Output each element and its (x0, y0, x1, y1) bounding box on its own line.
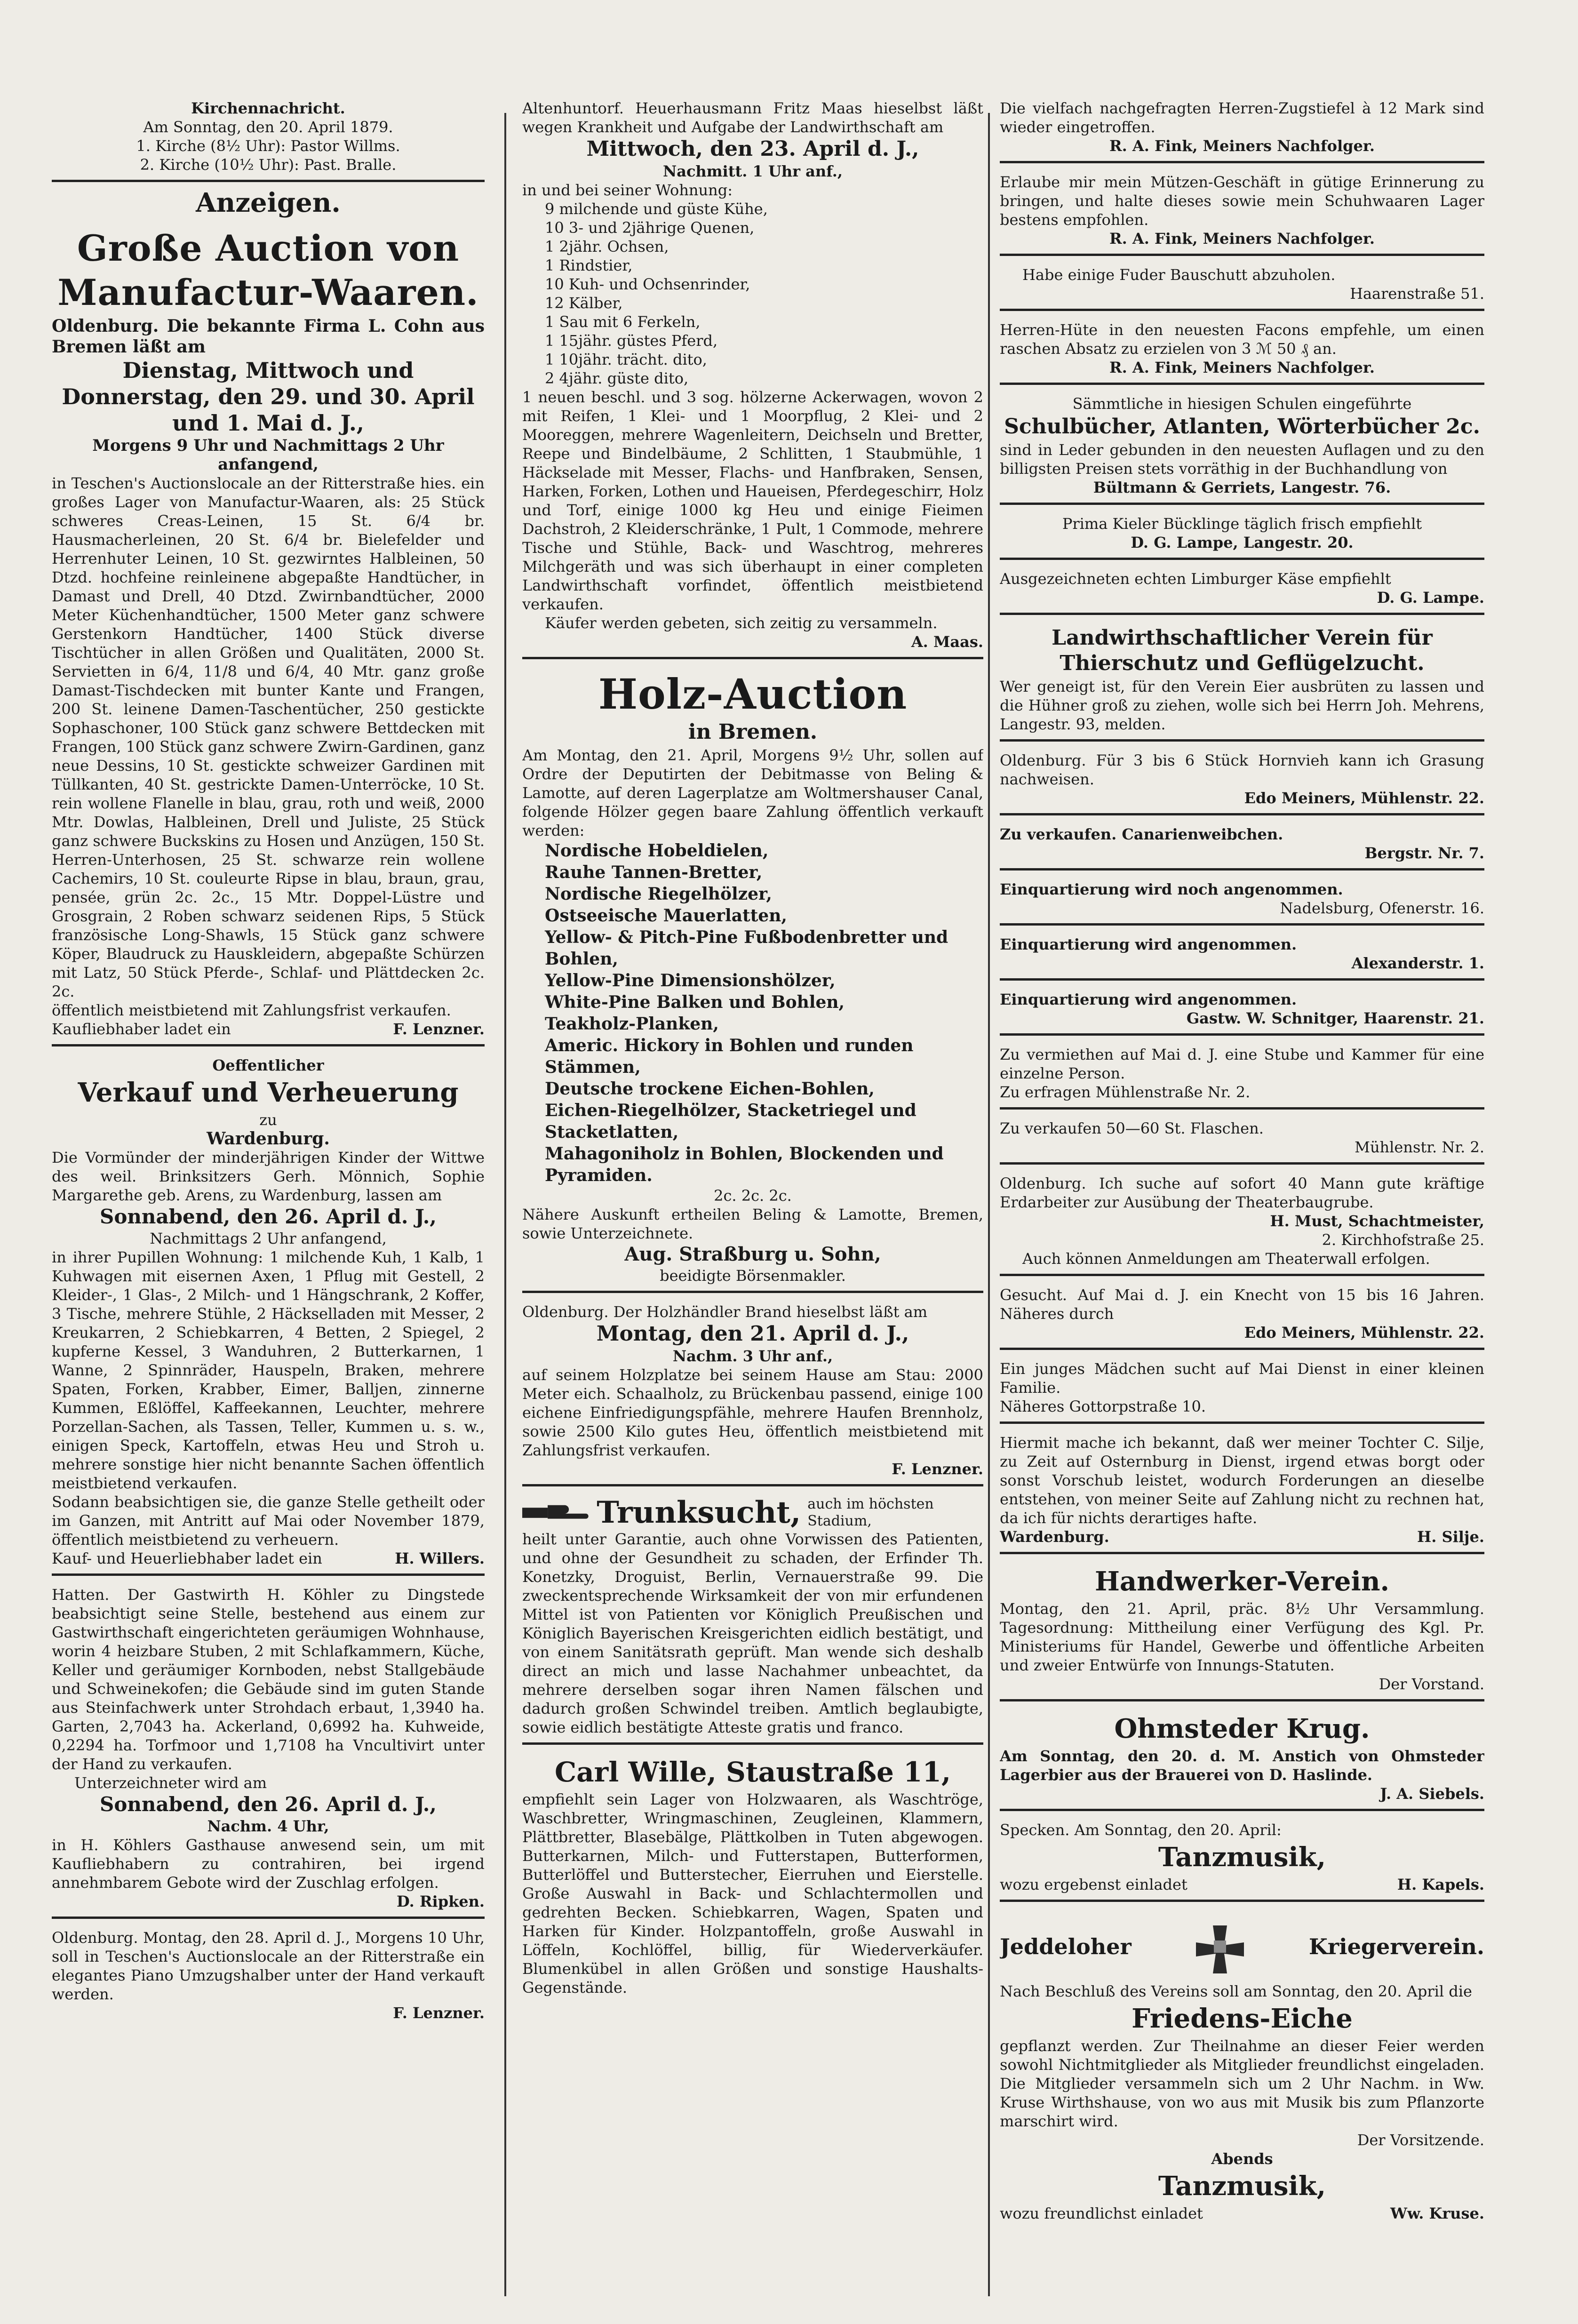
ad-date: Sonnabend, den 26. April d. J., (100, 1205, 437, 1228)
ad-title: Handwerker-Verein. (1094, 1566, 1390, 1597)
ad-maas-auction (522, 94, 983, 659)
ad-address: 2. Kirchhofstraße 25. (1322, 1231, 1484, 1249)
ad-holz-auction (522, 664, 983, 1293)
ad-title: Große Auction von (77, 227, 460, 269)
ad-buecklinge (1000, 510, 1484, 560)
ad-signature: F. Lenzner. (393, 2004, 485, 2022)
church-title: Kirchennachricht. (191, 99, 345, 117)
ad-body: Am Montag, den 21. April, Morgens 9½ Uhr, sollen auf Ordre der Deputirten der Debitmasse von Beling & Lamotte, auf deren Lagerplatze am Woltmershauser Canal, folgende Hölzer gegen baare Zahlung öffentlich verkauft werden: (522, 746, 983, 839)
ad-signature: Edo Meiners, Mühlenstr. 22. (1244, 1324, 1484, 1342)
ad-body: Am Sonntag, den 20. d. M. Anstich von Ohmsteder Lagerbier aus der Brauerei von D. Haslinde. (1000, 1747, 1484, 1784)
ad-title: Manufactur-Waaren. (57, 272, 479, 313)
ad-pre: Sämmtliche in hiesigen Schulen eingeführte (1072, 395, 1412, 413)
ad-body: Prima Kieler Bücklinge täglich frisch empfiehlt (1062, 515, 1422, 533)
ad-hornvieh (1000, 746, 1484, 815)
ad-pre: Unterzeichneter wird am (74, 1774, 267, 1792)
list-item: 9 milchende und güste Kühe, (545, 200, 768, 218)
list-item: Nordische Riegelhölzer, (545, 884, 772, 904)
ad-address: Alexanderstr. 1. (1351, 954, 1484, 972)
ad-title: Friedens-Eiche (1132, 2003, 1353, 2034)
ad-etc: 2c. 2c. 2c. (714, 1187, 792, 1205)
ad-body: gepflanzt werden. Zur Theilnahme an dieser Feier werden sowohl Nichtmitglieder als Mitglieder freundlichst eingeladen. Die Mitglieder versammeln sich um 2 Uhr Nachm. in Ww. Kruse Wirthshause, von wo aus mit Musik bis zum Pflanzorte marschirt wird. (1000, 2037, 1484, 2130)
ad-body: Montag, den 21. April, präc. 8½ Uhr Versammlung. Tagesordnung: Mittheilung einer Verfügung des Kgl. Pr. Ministeriums für Handel, Gewerbe und öffentliche Arbeiten und zweier Entwürfe von Innungs-Statuten. (1000, 1600, 1484, 1674)
ad-body: Oldenburg. Ich suche auf sofort 40 Mann gute kräftige Erdarbeiter zur Ausübung der Theaterbaugrube. (1000, 1174, 1484, 1211)
ad-einquartierung-1 (1000, 875, 1484, 926)
ad-body: empfiehlt sein Lager von Holzwaaren, als Waschtröge, Waschbretter, Wringmaschinen, Zeugleinen, Klammern, Plättbretter, Blasebälge, Plättkolben in Tuten abgewogen. Butterkarnen, Milch- und Futterstapen, Butterformen, Butterlöffel und Butterstecher, Eierruhen und Eierstelle. Große Auswahl in Back- und Schlachtermollen und gedrehten Becken. Schiebkarren, Wagen, Spaten und Harken für Kinder. Holzpantoffeln, große Auswahl in Löffeln, Kochlöffel, billig, für Wiederverkäufer. Blumenkübel in allen Größen und sonstige Haushalts-Gegenstände. (522, 1790, 983, 1997)
ad-pre: Nach Beschluß des Vereins soll am Sonntag, den 20. April die (1000, 1982, 1472, 2000)
ad-time: Nachmitt. 1 Uhr anf., (662, 162, 843, 180)
ad-flaschen (1000, 1114, 1484, 1165)
ad-piano (52, 1924, 485, 2028)
livestock-list (522, 200, 983, 388)
ad-body: auf seinem Holzplatze bei seinem Hause am Stau: 2000 Meter eich. Schaalholz, zu Brückenbau passend, einige 100 eichene Einfriedigungspfähle, mehrere Haufen Brennholz, sowie 2500 Kilo gutes Heu, öffentlich meistbietend mit Zahlungsfrist verkaufen. (522, 1366, 983, 1459)
ad-tanzmusik-specken (1000, 1816, 1484, 1902)
list-item: Ostseeische Mauerlatten, (545, 906, 787, 926)
ad-title-right: Kriegerverein. (1308, 1934, 1484, 1959)
ad-stube (1000, 1040, 1484, 1110)
ad-address: Zu erfragen Mühlenstraße Nr. 2. (1000, 1083, 1251, 1101)
column-rule (504, 113, 506, 2296)
ad-herren-huete (1000, 316, 1484, 385)
ad-bauschutt (1000, 261, 1484, 311)
ad-date: Sonnabend, den 26. April d. J., (100, 1793, 437, 1816)
church-service-1: 1. Kirche (8½ Uhr): Pastor Willms. (136, 137, 400, 155)
ad-body: Gesucht. Auf Mai d. J. ein Knecht von 15 bis 16 Jahren. Näheres durch (1000, 1286, 1484, 1323)
pointing-hand-icon (522, 1499, 590, 1527)
ad-body: Zu verkaufen 50—60 St. Flaschen. (1000, 1119, 1264, 1137)
ad-title: Tanzmusik, (1158, 2171, 1326, 2202)
ad-body: Einquartierung wird noch angenommen. (1000, 880, 1343, 898)
ad-signature: R. A. Fink, Meiners Nachfolger. (1109, 359, 1375, 376)
ad-sign-pre: Kauf- und Heuerliebhaber ladet ein (52, 1549, 322, 1567)
ad-title: Holz-Auction (598, 670, 908, 719)
list-item: 12 Kälber, (545, 294, 623, 312)
ad-lead: auch im höchsten Stadium, (807, 1496, 934, 1529)
ad-place: Wardenburg. (1000, 1528, 1109, 1546)
ad-signature-sub: beeidigte Börsenmakler. (660, 1267, 846, 1285)
ad-title: Tanzmusik, (1158, 1842, 1326, 1873)
ad-einquartierung-2 (1000, 930, 1484, 981)
ad-canarien (1000, 820, 1484, 871)
ad-address: Bergstr. Nr. 7. (1364, 844, 1484, 862)
list-item: Nordische Hobeldielen, (545, 841, 769, 861)
ad-pre: wozu ergebenst einladet (1000, 1876, 1187, 1893)
list-item: 2 4jähr. güste dito, (545, 369, 689, 387)
ad-body: heilt unter Garantie, auch ohne Vorwissen des Patienten, und ohne der Gesundheit zu schaden, der Erfinder Th. Konetzky, Droguist, Berlin, Vernauerstraße 99. Die zweckentsprechende Wirksamkeit der von mir erfundenen Mittel ist von Patienten vor Königlich Preußischen und Königlich Bayerischen Kreisgerichten eidlich bestätigt, und von einem Sanitätsrath geprüft. Man wende sich deshalb direct an mich und lasse Nachahmer unbeachtet, da mehrere derselben sogar ihren Namen fälschen und dadurch großen Schwindel treiben. Amtlich beglaubigte, sowie eidlich bestätigte Atteste gratis und franco. (522, 1530, 983, 1736)
list-item: Rauhe Tannen-Bretter, (545, 863, 763, 882)
ad-body: Die vielfach nachgefragten Herren-Zugstiefel à 12 Mark sind wieder eingetroffen. (1000, 99, 1484, 136)
church-notice (52, 94, 485, 182)
ad-kaese (1000, 565, 1484, 615)
ad-signature: F. Lenzner. (892, 1460, 983, 1478)
ad-schulbuecher (1000, 390, 1484, 505)
church-date: Am Sonntag, den 20. April 1879. (143, 118, 393, 136)
ad-body: Oldenburg. Montag, den 28. April d. J., Morgens 10 Uhr, soll in Teschen's Auctionslocale an der Ritterstraße ein elegantes Piano Umzugshalber unter der Hand verkauft werden. (52, 1929, 485, 2003)
ad-einquartierung-3 (1000, 985, 1484, 1036)
ad-signature: Edo Meiners, Mühlenstr. 22. (1244, 789, 1484, 807)
ad-title: Verkauf und Verheuerung (78, 1077, 459, 1108)
ad-trunksucht (522, 1491, 983, 1745)
ad-body: Herren-Hüte in den neuesten Facons empfehle, um einen raschen Absatz zu erzielen von 3 ℳ 50 ₰ an. (1000, 321, 1484, 358)
timber-list (522, 840, 983, 1186)
ad-signature: D. G. Lampe, Langestr. 20. (1131, 534, 1354, 551)
ad-signature: H. Must, Schachtmeister, (1270, 1212, 1484, 1230)
ad-body: Sodann beabsichtigen sie, die ganze Stelle getheilt oder im Ganzen, mit Antritt auf Mai oder November 1879, öffentlich meistbietend zu verheuern. (52, 1493, 485, 1549)
list-item: 1 Sau mit 6 Ferkeln, (545, 313, 701, 331)
ad-intro: Specken. Am Sonntag, den 20. April: (1000, 1821, 1282, 1839)
list-item: 10 Kuh- und Ochsenrinder, (545, 275, 750, 293)
ad-signature: D. G. Lampe. (1377, 589, 1484, 607)
list-item: Yellow- & Pitch-Pine Fußbodenbretter und Bohlen, (545, 927, 948, 969)
list-item: Americ. Hickory in Bohlen und runden Stämmen, (545, 1036, 914, 1077)
ads-heading: Anzeigen. (196, 187, 341, 218)
ad-title: Landwirthschaftlicher Verein für Thierschutz und Geflügelzucht. (1052, 626, 1433, 675)
ad-title: Trunksucht, (597, 1495, 801, 1530)
ad-signature: Der Vorstand. (1379, 1675, 1484, 1693)
list-item: Deutsche trockene Eichen-Bohlen, (545, 1079, 875, 1099)
ad-body: Ausgezeichneten echten Limburger Käse empfiehlt (1000, 570, 1391, 588)
ad-signature: A. Maas. (911, 633, 983, 651)
ad-brand-auction (522, 1298, 983, 1486)
iron-cross-icon (1185, 1911, 1255, 1982)
ad-dates: Dienstag, Mittwoch und Donnerstag, den 29. und 30. April und 1. Mai d. J., (62, 358, 475, 436)
ad-time: Nachm. 4 Uhr, (207, 1817, 329, 1835)
list-item: 1 10jähr. trächt. dito, (545, 351, 707, 368)
ad-body: Zu verkaufen. Canarienweibchen. (1000, 825, 1283, 843)
ad-signature: R. A. Fink, Meiners Nachfolger. (1109, 137, 1375, 155)
ad-body: Einquartierung wird angenommen. (1000, 935, 1297, 953)
ad-info: Nähere Auskunft ertheilen Beling & Lamotte, Bremen, sowie Unterzeichnete. (522, 1206, 983, 1242)
ad-signature: Der Vorsitzende. (1357, 2131, 1484, 2149)
list-item: 10 3- und 2jährige Quenen, (545, 219, 755, 237)
ad-body: Wer geneigt ist, für den Verein Eier ausbrüten zu lassen und die Hühner groß zu ziehen, wolle sich bei Herrn Joh. Mehrens, Langestr. 93, melden. (1000, 678, 1484, 733)
ad-body: in Teschen's Auctionslocale an der Ritterstraße hies. ein großes Lager von Manufactur-Waaren, als: 25 Stück schweres Creas-Leinen, 15 St. 6/4 br. Hausmacherleinen, 20 St. 6/4 br. Bielefelder und Herrenhuter Leinen, 10 St. gezwirntes Halbleinen, 50 Dtzd. hochfeine reinleinene abgepaßte Handtücher, in Damast und Drell, 40 Dtzd. Zwirnbandtücher, 2000 Meter Küchenhandtücher, 1500 Meter ganz schwere Gerstenkorn Handtücher, 1400 Stück diverse Tischtücher in allen Größen und Qualitäten, 2000 St. Servietten in 6/4, 11/8 und 6/4, 40 Mtr. ganz große Damast-Tischdecken mit bunter Kante und Frangen, 200 St. leinene Damen-Taschentücher, 250 gestickte Sophaschoner, 100 Stück ganz schwere Bettdecken mit Frangen, 100 Stück ganz schwere Zwirn-Gardinen, ganz neue Dessins, 10 St. gestickte schweizer Gardinen mit Tüllkanten, 40 St. gestrickte Damen-Unterröcke, 10 St. rein wollene Flanelle in blau, grau, roth und weiß, 2000 Mtr. Dowlas, Halbleinen, Drell und Juliste, 25 Stück ganz schwere Buckskins zu Hosen und Anzügen, 150 St. Herren-Unterhosen, 25 St. schwarze rein wollene Cachemirs, 10 St. couleurte Ripse in blau, braun, grau, pensée, grün 2c. 2c., 15 Mtr. Doppel-Lüstre und Grosgrain, 2 Roben schwarz seidenen Rips, 5 Stück französische Long-Shawls, 15 Stück ganz schwere Köper, Blaudruck zu Hauskleidern, abgepaßte Schürzen mit Latz, 50 Stück Pferde-, Schlaf- und Plättdecken 2c. 2c. (52, 474, 485, 1000)
ad-body: in ihrer Pupillen Wohnung: 1 milchende Kuh, 1 Kalb, 1 Kuhwagen mit eisernen Axen, 1 Pflug mit Gestell, 2 Kleider-, 1 Glas-, 2 Milch- und 1 Hängschrank, 2 Koffer, 3 Tische, mehrere Stühle, 2 Häckselladen mit Messer, 2 Kreukarren, 2 Schiebkarren, 4 Betten, 2 Spiegel, 2 kupferne Kessel, 3 Wanduhren, 2 Butterkarnen, 1 Wanne, 2 Spinnräder, Hauspeln, Braken, mehrere Spaten, Forken, Krabber, Eimer, Balljen, zinnerne Kummen, Eßlöffel, Kaffeekannen, Leuchter, mehrere Porzellan-Sachen, als Tassen, Teller, Kummen u. s. w., einigen Speck, Kartoffeln, etwas Heu und Stroh u. mehrere sonstige hier nicht benannte Sachen öffentlich meistbietend verkaufen. (52, 1248, 485, 1492)
ad-zu: zu (259, 1111, 277, 1129)
ad-signature: Ww. Kruse. (1390, 2204, 1484, 2222)
ad-carl-wille (522, 1749, 983, 2003)
list-item: 1 2jähr. Ochsen, (545, 238, 669, 256)
ad-date: Montag, den 21. April d. J., (596, 1322, 909, 1346)
ad-signature: D. Ripken. (397, 1893, 485, 1910)
list-item: 1 15jähr. güstes Pferd, (545, 332, 718, 350)
ad-verein-thierschutz (1000, 620, 1484, 742)
ad-body: Erlaube mir mein Mützen-Geschäft in gütige Erinnerung zu bringen, und halte dieses sowie mein Schuhwaaren Lager bestens empfohlen. (1000, 173, 1484, 229)
column-middle (522, 94, 983, 2296)
ad-body: sind in Leder gebunden in den neuesten Auflagen und zu den billigsten Preisen stets vorräthig in der Buchhandlung von (1000, 441, 1484, 478)
ad-kriegerverein (1000, 1907, 1484, 2228)
ad-title: Carl Wille, Staustraße 11, (554, 1756, 951, 1788)
ad-intro: Oldenburg. Der Holzhändler Brand hieselbst läßt am (522, 1303, 928, 1321)
ad-fink-stiefel (1000, 94, 1484, 163)
ad-pre: wozu freundlichst einladet (1000, 2204, 1203, 2222)
ad-signature: F. Lenzner. (393, 1020, 485, 1038)
ad-time: Nachm. 3 Uhr anf., (672, 1347, 833, 1365)
ad-date: Mittwoch, den 23. April d. J., (586, 137, 919, 161)
ad-manufactur-auction (52, 221, 485, 1046)
ad-intro: Oldenburg. Die bekannte Firma L. Cohn aus Bremen läßt am (52, 316, 485, 357)
ad-intro: Altenhuntorf. Heuerhausmann Fritz Maas hieselbst läßt wegen Krankheit und Aufgabe der Landwirthschaft am (522, 99, 983, 136)
list-item: Mahagoniholz in Bohlen, Blockenden und Pyramiden. (545, 1144, 944, 1185)
ad-handwerker-verein (1000, 1559, 1484, 1701)
ad-body: Ein junges Mädchen sucht auf Mai Dienst in einer kleinen Familie. (1000, 1360, 1484, 1397)
ad-body: Zu vermiethen auf Mai d. J. eine Stube und Kammer für eine einzelne Person. (1000, 1046, 1484, 1082)
ad-erdarbeiter (1000, 1169, 1484, 1276)
ad-closing: Käufer werden gebeten, sich zeitig zu versammeln. (545, 614, 938, 632)
ad-pre: in und bei seiner Wohnung: (522, 181, 733, 199)
ad-address: Haarenstraße 51. (1350, 285, 1484, 303)
ad-address: Mühlenstr. Nr. 2. (1355, 1138, 1484, 1156)
ad-fink-muetzen (1000, 168, 1484, 256)
ad-signature: H. Willers. (395, 1549, 485, 1567)
column-rule (988, 113, 990, 2296)
ad-body: Einquartierung wird angenommen. (1000, 990, 1297, 1008)
list-item: White-Pine Balken und Bohlen, (545, 992, 845, 1012)
ad-address: Nadelsburg, Ofenerstr. 16. (1280, 899, 1484, 917)
ad-time: Nachmittags 2 Uhr anfangend, (150, 1230, 387, 1247)
ad-pretitle: Oeffentlicher (212, 1056, 324, 1074)
ad-ohmsteder-krug (1000, 1706, 1484, 1811)
ad-signature: H. Kapels. (1397, 1876, 1484, 1893)
church-service-2: 2. Kirche (10½ Uhr): Past. Bralle. (140, 156, 397, 174)
ad-times: Morgens 9 Uhr und Nachmittags 2 Uhr anfangend, (92, 436, 444, 474)
ad-note: Auch können Anmeldungen am Theaterwall erfolgen. (1022, 1250, 1430, 1268)
ad-sign-pre: Kaufliebhaber ladet ein (52, 1020, 231, 1038)
list-item: Teakholz-Planken, (545, 1014, 719, 1034)
ad-title: Ohmsteder Krug. (1114, 1713, 1370, 1744)
list-item: 1 Rindstier, (545, 256, 633, 274)
ad-body: Hiermit mache ich bekannt, daß wer meiner Tochter C. Silje, zu Zeit auf Osternburg in Dienst, irgend etwas borgt oder sonst Vorschub leistet, wodurch Forderungen an dieselbe entstehen, von meiner Seite auf Zahlung nicht zu rechnen hat, da ich für nichts derartiges hafte. (1000, 1434, 1484, 1527)
ad-title-left: Jeddeloher (1000, 1934, 1132, 1959)
ad-silje (1000, 1429, 1484, 1554)
ad-signature: Bültmann & Gerriets, Langestr. 76. (1093, 479, 1391, 496)
ad-signature: Aug. Straßburg u. Sohn, (624, 1243, 881, 1265)
ad-body: Hatten. Der Gastwirth H. Köhler zu Dingstede beabsichtigt seine Stelle, bestehend aus einem zur Gastwirthschaft eingerichteten geräumigen Wohnhause, worin 4 heizbare Stuben, 2 mit Schlafkammern, Küche, Keller und geräumiger Kornboden, nebst Stallgebäude und Schweinekofen; die Gebäude sind im guten Stande aus Steinfachwerk unter Strohdach erbaut, 1,3940 ha. Garten, 2,7043 ha. Ackerland, 0,6992 ha. Kuhweide, 0,2294 ha. Torfmoor und 1,7108 ha Vncultivirt unter der Hand zu verkaufen. (52, 1586, 485, 1773)
ad-body: Habe einige Fuder Bauschutt abzuholen. (1022, 266, 1336, 284)
column-left (52, 94, 485, 2296)
ad-body: Die Vormünder der minderjährigen Kinder der Wittwe des weil. Brinksitzers Gerh. Mönnich, Sophie Margarethe geb. Arens, zu Wardenburg, lassen am (52, 1149, 485, 1204)
ad-title: Schulbücher, Atlanten, Wörterbücher 2c. (1004, 415, 1480, 439)
ad-signature: H. Silje. (1417, 1528, 1484, 1546)
column-right (1000, 94, 1484, 2296)
ad-body: Oldenburg. Für 3 bis 6 Stück Hornvieh kann ich Grasung nachweisen. (1000, 751, 1484, 788)
ad-closing: öffentlich meistbietend mit Zahlungsfrist verkaufen. (52, 1001, 451, 1019)
list-item: Yellow-Pine Dimensionshölzer, (545, 971, 836, 990)
list-item: Eichen-Riegelhölzer, Stacketriegel und Stacketlatten, (545, 1101, 917, 1142)
ad-address: Gastw. W. Schnitger, Haarenstr. 21. (1186, 1009, 1484, 1027)
ad-signature: R. A. Fink, Meiners Nachfolger. (1109, 230, 1375, 248)
ad-body: in H. Köhlers Gasthause anwesend sein, um mit Kaufliebhabern zu contrahiren, bei irgend annehmbarem Gebote wird der Zuschlag erfolgen. (52, 1836, 485, 1892)
ad-abends: Abends (1211, 2150, 1273, 2168)
ad-address: Näheres Gottorpstraße 10. (1000, 1398, 1206, 1415)
ad-verkauf-wardenburg (52, 1051, 485, 1576)
ad-maedchen (1000, 1355, 1484, 1424)
ad-subtitle: in Bremen. (688, 720, 818, 744)
ad-signature: J. A. Siebels. (1380, 1785, 1484, 1803)
ad-place: Wardenburg. (207, 1129, 330, 1149)
ad-body: 1 neuen beschl. und 3 sog. hölzerne Ackerwagen, wovon 2 mit Reifen, 1 Klei- und 1 Moorpflug, 2 Klei- und 2 Mooreggen, mehrere Wagenleitern, Deichseln und Bretter, Reepe und Bindelbäume, 2 Schlitten, 1 Staubmühle, 1 Häckselade mit Messer, Flachs- und Hanfbraken, Sensen, Harken, Forken, Lothen und Haueisen, Pferdegeschirr, Holz und Torf, einige 1000 kg Heu und einige Fieimen Dachstroh, 2 Kleiderschränke, 1 Pult, 1 Commode, mehrere Tische und Stühle, Back- und Waschtrog, mehreres Milchgeräth und was sich überhaupt in einer completen Landwirthschaft vorfindet, öffentlich meistbietend verkaufen. (522, 388, 983, 613)
ad-hatten (52, 1581, 485, 1919)
ad-knecht (1000, 1281, 1484, 1350)
